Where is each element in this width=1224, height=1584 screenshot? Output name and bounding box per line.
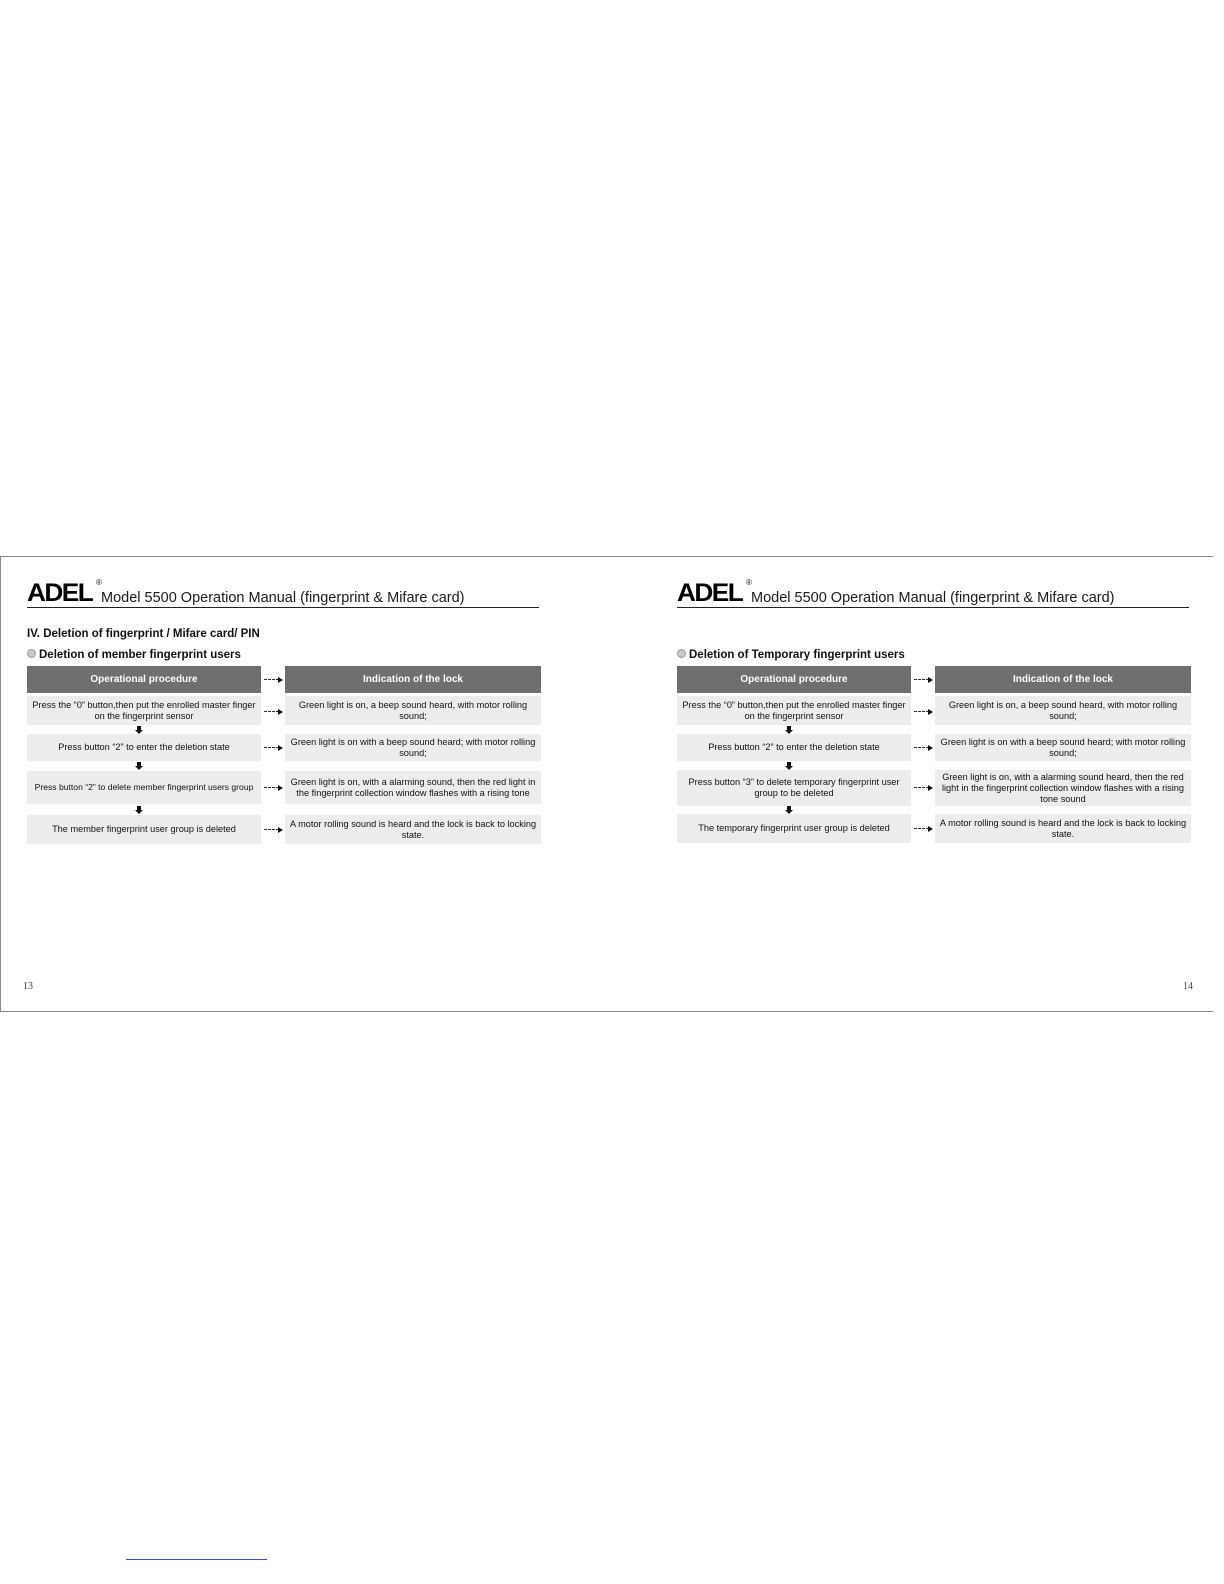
procedure-step-2: Press button “2” to enter the deletion state bbox=[677, 734, 911, 761]
adel-logo: ADEL bbox=[27, 579, 93, 607]
procedure-step-4: The member fingerprint user group is deleted bbox=[27, 815, 261, 844]
down-arrow-icon bbox=[135, 806, 143, 814]
dashed-arrow-icon bbox=[264, 677, 283, 683]
procedure-step-1: Press the “0” button,then put the enrolled master finger on the fingerprint sensor bbox=[27, 696, 261, 725]
down-arrow-icon bbox=[135, 762, 143, 770]
dashed-arrow-icon bbox=[914, 745, 933, 751]
sub-title bbox=[677, 649, 905, 661]
procedure-step-4: The temporary fingerprint user group is deleted bbox=[677, 814, 911, 843]
down-arrow-icon bbox=[785, 806, 793, 814]
registered-mark: ® bbox=[746, 578, 752, 587]
indication-step-4: A motor rolling sound is heard and the lock is back to locking state. bbox=[285, 815, 541, 844]
indication-step-4: A motor rolling sound is heard and the lock is back to locking state. bbox=[935, 814, 1191, 843]
dashed-arrow-icon bbox=[914, 709, 933, 715]
manual-title: Model 5500 Operation Manual (fingerprint & Mifare card) bbox=[101, 590, 465, 606]
dashed-arrow-icon bbox=[264, 785, 283, 791]
page-number: 14 bbox=[1183, 981, 1193, 992]
page-left bbox=[23, 557, 541, 1011]
indication-step-2: Green light is on with a beep sound heard; with motor rolling sound; bbox=[935, 734, 1191, 761]
bullet-icon bbox=[27, 649, 36, 658]
page-right bbox=[677, 557, 1191, 1011]
manual-spread bbox=[0, 556, 1213, 1012]
dashed-arrow-icon bbox=[264, 709, 283, 715]
section-title: IV. Deletion of fingerprint / Mifare card/ PIN bbox=[27, 628, 260, 640]
page-header bbox=[677, 578, 1189, 608]
manual-title: Model 5500 Operation Manual (fingerprint & Mifare card) bbox=[751, 590, 1115, 606]
registered-mark: ® bbox=[96, 578, 102, 587]
indication-step-1: Green light is on, a beep sound heard, with motor rolling sound; bbox=[285, 696, 541, 725]
header-indication: Indication of the lock bbox=[285, 666, 541, 693]
page-number: 13 bbox=[23, 981, 33, 992]
procedure-step-2: Press button “2” to enter the deletion state bbox=[27, 734, 261, 761]
sub-title-text: Deletion of member fingerprint users bbox=[39, 649, 241, 661]
down-arrow-icon bbox=[785, 726, 793, 734]
header-procedure: Operational procedure bbox=[677, 666, 911, 693]
page-header bbox=[27, 578, 539, 608]
dashed-arrow-icon bbox=[264, 745, 283, 751]
adel-logo: ADEL bbox=[677, 579, 743, 607]
down-arrow-icon bbox=[135, 726, 143, 734]
bullet-icon bbox=[677, 649, 686, 658]
header-indication: Indication of the lock bbox=[935, 666, 1191, 693]
indication-step-3: Green light is on, with a alarming sound heard, then the red light in the fingerprint collection window flashes with a rising tone sound bbox=[935, 770, 1191, 806]
indication-step-3: Green light is on, with a alarming sound, then the red light in the fingerprint collection window flashes with a rising tone bbox=[285, 771, 541, 804]
sub-title bbox=[27, 649, 241, 661]
dashed-arrow-icon bbox=[264, 827, 283, 833]
dashed-arrow-icon bbox=[914, 677, 933, 683]
dashed-arrow-icon bbox=[914, 785, 933, 791]
link-underline bbox=[126, 1559, 267, 1560]
dashed-arrow-icon bbox=[914, 826, 933, 832]
indication-step-2: Green light is on with a beep sound heard; with motor rolling sound; bbox=[285, 734, 541, 761]
sub-title-text: Deletion of Temporary fingerprint users bbox=[689, 649, 905, 661]
procedure-step-3: Press button “2” to delete member fingerprint users group bbox=[27, 771, 261, 804]
down-arrow-icon bbox=[785, 762, 793, 770]
procedure-step-3: Press button “3” to delete temporary fingerprint user group to be deleted bbox=[677, 770, 911, 806]
header-procedure: Operational procedure bbox=[27, 666, 261, 693]
indication-step-1: Green light is on, a beep sound heard, with motor rolling sound; bbox=[935, 696, 1191, 725]
procedure-step-1: Press the “0” button,then put the enrolled master finger on the fingerprint sensor bbox=[677, 696, 911, 725]
